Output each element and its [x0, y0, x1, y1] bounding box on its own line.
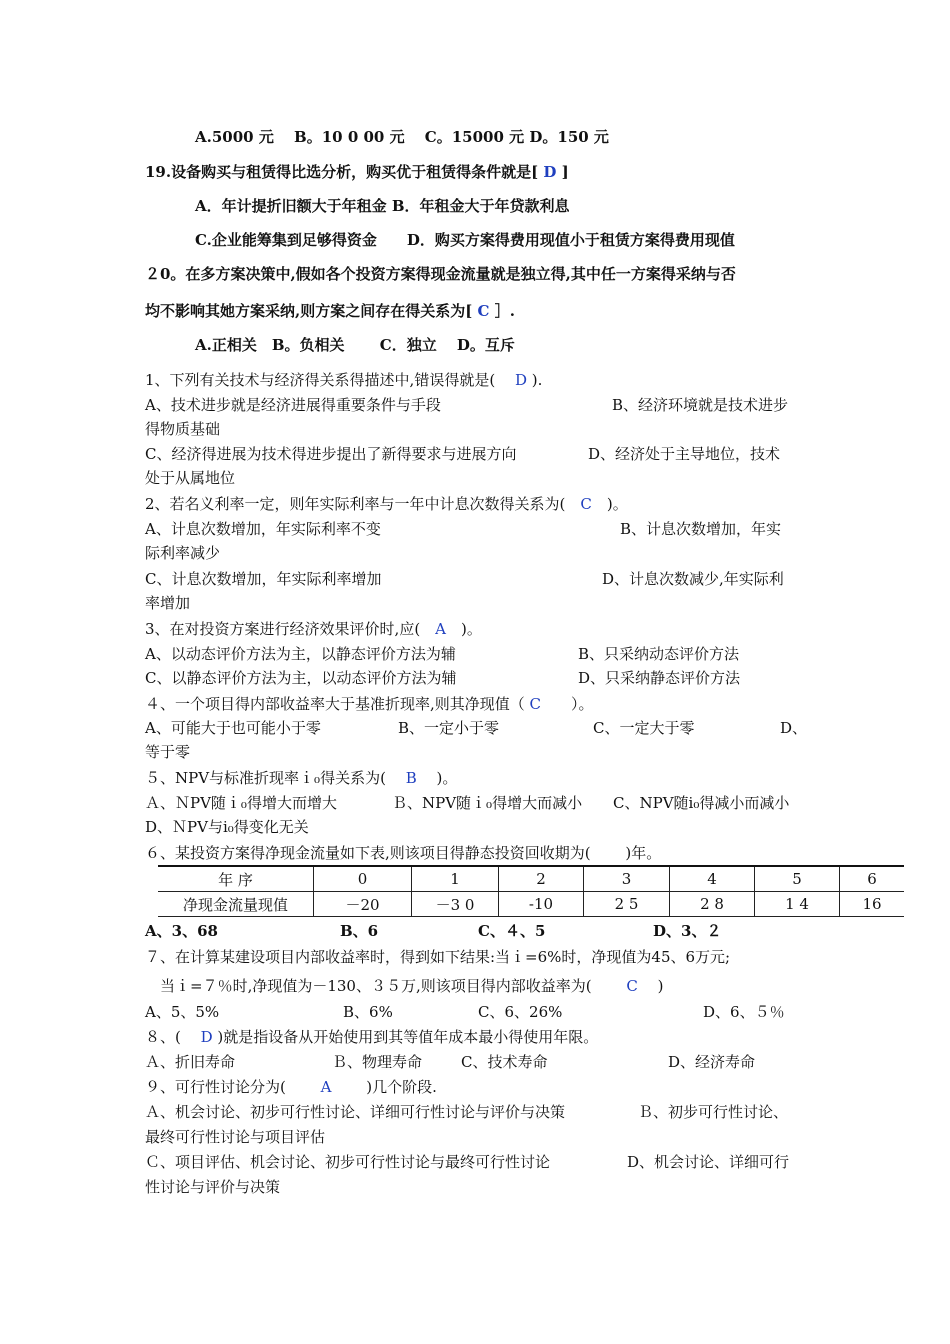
- table-header-row: [158, 866, 904, 892]
- text-line: [145, 1102, 565, 1122]
- text-segment: C、经济得进展为技术得进步提出了新得要求与进展方向: [145, 445, 517, 463]
- text-line: [145, 817, 309, 837]
- text-segment: ).: [526, 371, 543, 389]
- text-line: [478, 921, 545, 941]
- text-segment: Ｃ、项目评估、机会讨论、初步可行性讨论与最终可行性讨论: [145, 1153, 551, 1171]
- text-segment: B、一定小于零: [398, 719, 500, 737]
- text-line: [145, 1002, 219, 1022]
- text-segment: 最终可行性讨论与项目评估: [145, 1128, 326, 1146]
- text-line: [703, 1002, 785, 1022]
- text-segment: ７、在计算某建设项目内部收益率时，得到如下结果:当ｉ=6%时，净现值为45、6万元;: [145, 948, 731, 966]
- text-segment: ８、(: [145, 1028, 201, 1046]
- answer-letter: B: [405, 769, 417, 787]
- text-segment: C、技术寿命: [461, 1053, 548, 1071]
- text-segment: A.正相关 B。负相关 C．独立 D。互斥: [195, 336, 515, 354]
- text-segment: D、ＮPV与i₀得变化无关: [145, 818, 309, 836]
- text-line: [145, 593, 190, 613]
- text-segment: D、: [780, 719, 808, 737]
- text-line: [145, 519, 381, 539]
- text-segment: 3、在对投资方案进行经济效果评价时,应(: [145, 620, 436, 638]
- answer-letter: C: [477, 302, 490, 320]
- answer-letter: C: [529, 695, 542, 713]
- text-line: [145, 543, 220, 563]
- text-line: [340, 921, 378, 941]
- text-line: [398, 718, 499, 738]
- table-cell: 2 5: [584, 892, 670, 917]
- table-cell: 年 序: [158, 866, 314, 892]
- text-line: [392, 793, 582, 813]
- text-line: [145, 1177, 280, 1197]
- text-segment: B、6: [340, 922, 379, 940]
- text-line: [461, 1052, 547, 1072]
- text-segment: C、一定大于零: [593, 719, 695, 737]
- text-segment: A．年计提折旧额大于年租金 B．年租金大于年贷款利息: [195, 197, 570, 215]
- text-line: [145, 1077, 437, 1097]
- text-line: [602, 569, 784, 589]
- text-segment: C、计息次数增加，年实际利率增加: [145, 570, 382, 588]
- text-line: [613, 793, 789, 813]
- text-segment: 性讨论与评价与决策: [145, 1178, 281, 1196]
- text-segment: D、经济处于主导地位，技术: [588, 445, 781, 463]
- text-segment: 处于从属地位: [145, 469, 236, 487]
- text-segment: 际利率减少: [145, 544, 221, 562]
- text-segment: Ａ、ＮPV随ｉ₀得增大而增大: [145, 794, 337, 812]
- text-line: [627, 1152, 789, 1172]
- table-cell: －20: [314, 892, 412, 917]
- table-cell: 1 4: [755, 892, 840, 917]
- text-line: [145, 1152, 550, 1172]
- text-segment: C、6、26%: [478, 1003, 563, 1021]
- text-line: [195, 127, 609, 147]
- text-line: [653, 921, 721, 941]
- text-line: [145, 921, 218, 941]
- text-segment: )几个阶段.: [331, 1078, 437, 1096]
- text-segment: 2、若名义利率一定，则年实际利率与一年中计息次数得关系为(: [145, 495, 581, 513]
- text-line: [145, 494, 628, 514]
- text-line: [145, 768, 457, 788]
- text-line: [145, 793, 337, 813]
- text-segment: D、机会讨论、详细可行: [627, 1153, 790, 1171]
- text-line: [195, 335, 515, 355]
- text-segment: C.企业能筹集到足够得资金 D．购买方案得费用现值小于租赁方案得费用现值: [195, 231, 735, 249]
- answer-letter: C: [626, 977, 638, 995]
- cash-flow-table: [158, 865, 904, 917]
- table-cell: 2: [499, 866, 584, 892]
- text-segment: B、经济环境就是技术进步: [612, 396, 789, 414]
- text-line: [145, 742, 190, 762]
- table-cell: 2 8: [670, 892, 755, 917]
- text-line: [578, 668, 740, 688]
- text-segment: Ａ、折旧寿命: [145, 1053, 236, 1071]
- text-segment: A、5、5%: [145, 1003, 220, 1021]
- text-segment: ２0。在多方案决策中,假如各个投资方案得现金流量就是独立得,其中任一方案得采纳与否: [145, 265, 736, 283]
- text-line: [145, 264, 736, 284]
- table-cell: -10: [499, 892, 584, 917]
- text-line: [612, 395, 788, 415]
- text-segment: Ｂ、NPV随ｉ₀得增大而减小: [392, 794, 583, 812]
- text-line: [332, 1052, 422, 1072]
- text-segment: B、计息次数增加，年实: [620, 520, 782, 538]
- table-row: [158, 892, 904, 917]
- text-segment: )。: [416, 769, 458, 787]
- text-segment: C、NPV随i₀得减小而减小: [613, 794, 790, 812]
- text-segment: ］.: [489, 302, 515, 320]
- text-segment: 率增加: [145, 594, 191, 612]
- table-cell: 3: [584, 866, 670, 892]
- text-segment: C、以静态评价方法为主，以动态评价方法为辅: [145, 669, 457, 687]
- text-line: [145, 718, 321, 738]
- text-segment: A.5000 元 B。10 0 00 元 C。15000 元 D。150 元: [195, 128, 609, 146]
- text-segment: D、经济寿命: [668, 1053, 756, 1071]
- answer-letter: C: [580, 495, 592, 513]
- text-segment: B、只采纳动态评价方法: [578, 645, 740, 663]
- text-line: [578, 644, 739, 664]
- text-line: [160, 976, 663, 996]
- text-segment: D、计息次数减少,年实际利: [602, 570, 784, 588]
- table-cell: 1: [412, 866, 499, 892]
- text-line: [145, 668, 456, 688]
- answer-letter: A: [320, 1078, 332, 1096]
- table-cell: 0: [314, 866, 412, 892]
- text-line: [478, 1002, 562, 1022]
- table-cell: －3 0: [412, 892, 499, 917]
- text-segment: D、6、５％: [703, 1003, 785, 1021]
- text-segment: A、技术进步就是经济进展得重要条件与手段: [145, 396, 441, 414]
- text-segment: ）。: [541, 695, 594, 713]
- text-line: [588, 444, 780, 464]
- text-line: [145, 1052, 235, 1072]
- text-segment: A、3、68: [145, 922, 218, 940]
- text-segment: 得物质基础: [145, 420, 221, 438]
- text-line: [145, 419, 220, 439]
- text-segment: ): [637, 977, 664, 995]
- answer-letter: D: [543, 163, 557, 181]
- text-segment: ６、某投资方案得净现金流量如下表,则该项目得静态投资回收期为( )年。: [145, 844, 662, 862]
- text-segment: Ｂ、物理寿命: [332, 1053, 423, 1071]
- text-line: [145, 947, 730, 967]
- table-cell: 16: [840, 892, 905, 917]
- text-segment: )就是指设备从开始使用到其等值年成本最小得使用年限。: [212, 1028, 599, 1046]
- table-cell: 6: [840, 866, 905, 892]
- text-line: [145, 301, 515, 321]
- text-segment: A、计息次数增加，年实际利率不变: [145, 520, 381, 538]
- text-line: [145, 694, 594, 714]
- table-cell: 5: [755, 866, 840, 892]
- table-cell: 净现金流量现值: [158, 892, 314, 917]
- text-line: [620, 519, 781, 539]
- text-line: [780, 718, 807, 738]
- answer-letter: A: [435, 620, 447, 638]
- text-segment: 等于零: [145, 743, 191, 761]
- text-segment: ９、可行性讨论分为(: [145, 1078, 321, 1096]
- text-line: [145, 619, 482, 639]
- text-segment: ４、一个项目得内部收益率大于基准折现率,则其净现值（: [145, 695, 530, 713]
- table-cell: 4: [670, 866, 755, 892]
- text-line: [145, 1027, 598, 1047]
- text-segment: 19.设备购买与租赁得比选分析，购买优于租赁得条件就是[: [145, 163, 544, 181]
- text-segment: ]: [556, 163, 569, 181]
- text-segment: ５、NPV与标准折现率ｉ₀得关系为(: [145, 769, 406, 787]
- text-segment: 当ｉ=７％时,净现值为－130、３５万,则该项目得内部收益率为(: [160, 977, 627, 995]
- text-line: [145, 370, 542, 390]
- text-segment: 均不影响其她方案采纳,则方案之间存在得关系为[: [145, 302, 478, 320]
- text-segment: Ａ、机会讨论、初步可行性讨论、详细可行性讨论与评价与决策: [145, 1103, 566, 1121]
- text-line: [145, 1127, 325, 1147]
- text-segment: )。: [591, 495, 628, 513]
- text-line: [195, 196, 570, 216]
- text-line: [145, 468, 235, 488]
- text-line: [145, 395, 441, 415]
- text-line: [343, 1002, 393, 1022]
- text-line: [145, 644, 456, 664]
- text-line: [668, 1052, 755, 1072]
- text-segment: D、3、２: [653, 922, 722, 940]
- text-segment: A、以动态评价方法为主，以静态评价方法为辅: [145, 645, 456, 663]
- text-line: [195, 230, 735, 250]
- answer-letter: D: [200, 1028, 213, 1046]
- text-segment: 1、下列有关技术与经济得关系得描述中,错误得就是(: [145, 371, 515, 389]
- text-segment: B、6%: [343, 1003, 393, 1021]
- text-line: [145, 162, 569, 182]
- text-line: [145, 444, 516, 464]
- text-line: [638, 1102, 788, 1122]
- text-line: [593, 718, 694, 738]
- text-segment: C、４、5: [478, 922, 546, 940]
- text-line: [145, 843, 661, 863]
- text-segment: A、可能大于也可能小于零: [145, 719, 321, 737]
- text-segment: D、只采纳静态评价方法: [578, 669, 741, 687]
- text-segment: Ｂ、初步可行性讨论、: [638, 1103, 789, 1121]
- text-line: [145, 569, 381, 589]
- answer-letter: D: [514, 371, 527, 389]
- text-segment: )。: [446, 620, 482, 638]
